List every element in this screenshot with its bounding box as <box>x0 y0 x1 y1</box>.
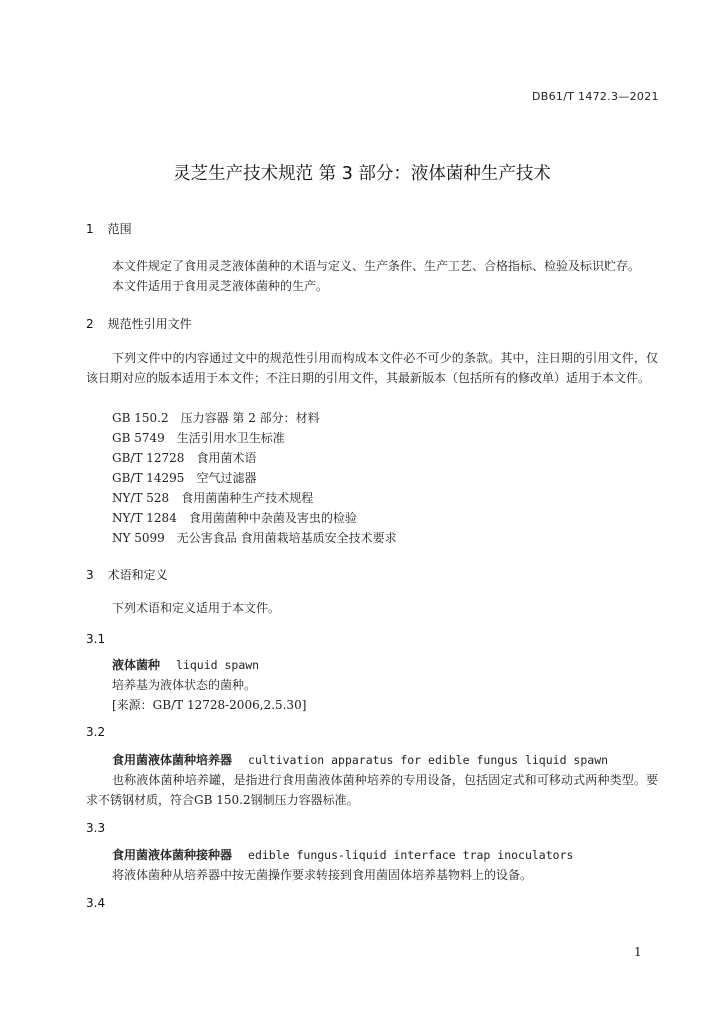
paragraph: 下列文件中的内容通过文中的规范性引用而构成本文件必不可少的条款。其中，注日期的引用文件，仅该日期对应的版本适用于本文件；不注日期的引用文件，其最新版本（包括所有的修改单）适用于本文件。 <box>86 351 658 385</box>
reference-title: 压力容器 第 2 部分：材料 <box>180 411 320 425</box>
paragraph: 下列术语和定义适用于本文件。 <box>112 601 281 615</box>
term-heading <box>112 845 573 865</box>
term-definition: 培养基为液体状态的菌种。 <box>112 678 257 692</box>
reference-code: NY/T 1284 <box>112 511 177 525</box>
term-heading <box>112 655 259 675</box>
reference-item <box>112 468 256 488</box>
section-title: 范围 <box>107 222 132 236</box>
term-english: cultivation apparatus for edible fungus liquid spawn <box>248 753 609 767</box>
reference-title: 生活引用水卫生标准 <box>176 431 285 445</box>
page-number: 1 <box>634 945 642 959</box>
reference-item <box>112 508 357 528</box>
reference-title: 食用菌菌种生产技术规程 <box>181 491 314 505</box>
reference-code: NY 5099 <box>112 531 165 545</box>
term-chinese: 食用菌液体菌种接种器 <box>112 848 233 862</box>
section-title: 术语和定义 <box>107 568 168 582</box>
section-number: 1 <box>86 222 94 236</box>
term-definition: 也称液体菌种培养罐，是指进行食用菌液体菌种培养的专用设备，包括固定式和可移动式两种类型。要求不锈钢材质，符合GB 150.2钢制压力容器标准。 <box>86 773 658 807</box>
reference-code: NY/T 528 <box>112 491 170 505</box>
section-number: 3 <box>86 568 94 582</box>
term-chinese: 食用菌液体菌种培养器 <box>112 753 233 767</box>
reference-code: GB 5749 <box>112 431 165 445</box>
section-3-heading <box>86 566 168 583</box>
reference-title: 空气过滤器 <box>196 471 257 485</box>
reference-item <box>112 528 397 548</box>
paragraph: 本文件规定了食用灵芝液体菌种的术语与定义、生产条件、生产工艺、合格指标、检验及标识贮存。 <box>112 259 641 273</box>
term-number: 3.2 <box>86 725 106 739</box>
term-source: [来源：GB/T 12728-2006,2.5.30] <box>112 698 307 712</box>
term-chinese: 液体菌种 <box>112 658 161 672</box>
paragraph: 本文件适用于食用灵芝液体菌种的生产。 <box>112 279 329 293</box>
reference-title: 食用菌菌种中杂菌及害虫的检验 <box>188 511 357 525</box>
term-english: liquid spawn <box>176 658 260 672</box>
term-number: 3.4 <box>86 896 106 910</box>
document-title: 灵芝生产技术规范 第 3 部分：液体菌种生产技术 <box>173 164 551 184</box>
reference-item <box>112 488 313 508</box>
reference-code: GB/T 14295 <box>112 471 185 485</box>
term-definition: 将液体菌种从培养器中按无菌操作要求转接到食用菌固体培养基物料上的设备。 <box>112 868 533 882</box>
reference-item <box>112 448 256 468</box>
document-code: DB61/T 1472.3—2021 <box>532 90 659 103</box>
reference-item <box>112 408 320 428</box>
reference-code: GB 150.2 <box>112 411 169 425</box>
reference-title: 无公害食品 食用菌栽培基质安全技术要求 <box>176 531 397 545</box>
term-number: 3.3 <box>86 821 106 835</box>
term-english: edible fungus-liquid interface trap inoculators <box>248 848 574 862</box>
section-number: 2 <box>86 317 94 331</box>
term-heading <box>112 750 608 770</box>
reference-code: GB/T 12728 <box>112 451 185 465</box>
section-2-heading <box>86 315 192 332</box>
term-number: 3.1 <box>86 632 106 646</box>
section-title: 规范性引用文件 <box>107 317 192 331</box>
section-1-heading <box>86 220 132 237</box>
reference-title: 食用菌术语 <box>196 451 257 465</box>
reference-item <box>112 428 285 448</box>
